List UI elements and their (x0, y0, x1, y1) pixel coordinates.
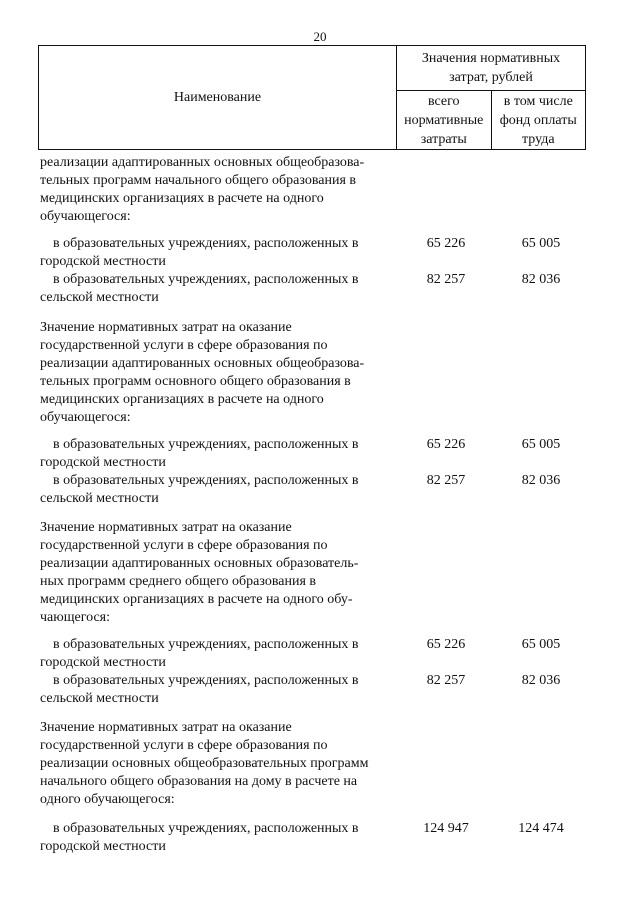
section-description: Значение нормативных затрат на оказание государственной услуги в сфере образования по реализации адаптированных основных общеобразова- тельных программ основного общего образования в медицинских организациях в расчете на одного обучающегося: (40, 320, 365, 425)
row-total: 82 257 (426, 272, 466, 287)
row-fund: 124 474 (518, 821, 564, 836)
section-description: Значение нормативных затрат на оказание государственной услуги в сфере образования по реализации основных общеобразовательных программ начального общего образования на дому в расчете на одного обучающегося: (40, 720, 369, 807)
table-header (38, 45, 586, 150)
row-label: в образовательных учреждениях, расположенных в городской местности (40, 437, 359, 470)
header-fund: в том числе фонд оплаты труда (491, 91, 586, 150)
row-total: 65 226 (426, 236, 466, 251)
table-row (40, 820, 588, 856)
row-total: 82 257 (426, 473, 466, 488)
header-total: всего нормативные затраты (397, 91, 492, 150)
row-label: в образовательных учреждениях, расположенных в сельской местности (40, 673, 359, 706)
row-label: в образовательных учреждениях, расположенных в городской местности (40, 637, 359, 670)
table-row (40, 672, 588, 708)
section-description: реализации адаптированных основных общеобразова- тельных программ начального общего образования в медицинских организациях в расчете на одного обучающегося: (40, 155, 365, 224)
row-label: в образовательных учреждениях, расположенных в сельской местности (40, 473, 359, 506)
row-label: в образовательных учреждениях, расположенных в сельской местности (40, 272, 359, 305)
row-total: 124 947 (423, 821, 469, 836)
row-fund: 82 036 (521, 272, 561, 287)
table-row (40, 436, 588, 472)
row-total: 82 257 (426, 673, 466, 688)
table-row (40, 472, 588, 508)
row-total: 65 226 (426, 637, 466, 652)
row-fund: 65 005 (521, 637, 561, 652)
table-row (40, 235, 588, 271)
row-fund: 65 005 (521, 236, 561, 251)
row-fund: 82 036 (521, 673, 561, 688)
row-label: в образовательных учреждениях, расположенных в городской местности (40, 236, 359, 269)
header-values-group: Значения нормативных затрат, рублей (397, 46, 586, 91)
page-number: 20 (313, 29, 327, 44)
row-label: в образовательных учреждениях, расположенных в городской местности (40, 821, 359, 854)
row-fund: 65 005 (521, 437, 561, 452)
table-row (40, 271, 588, 307)
row-fund: 82 036 (521, 473, 561, 488)
row-total: 65 226 (426, 437, 466, 452)
section-description: Значение нормативных затрат на оказание государственной услуги в сфере образования по реализации адаптированных основных образователь- ных программ среднего общего образования в медицинских организациях в расчете на одного обу- чающегося: (40, 520, 359, 625)
header-name: Наименование (39, 46, 397, 150)
table-row (40, 636, 588, 672)
